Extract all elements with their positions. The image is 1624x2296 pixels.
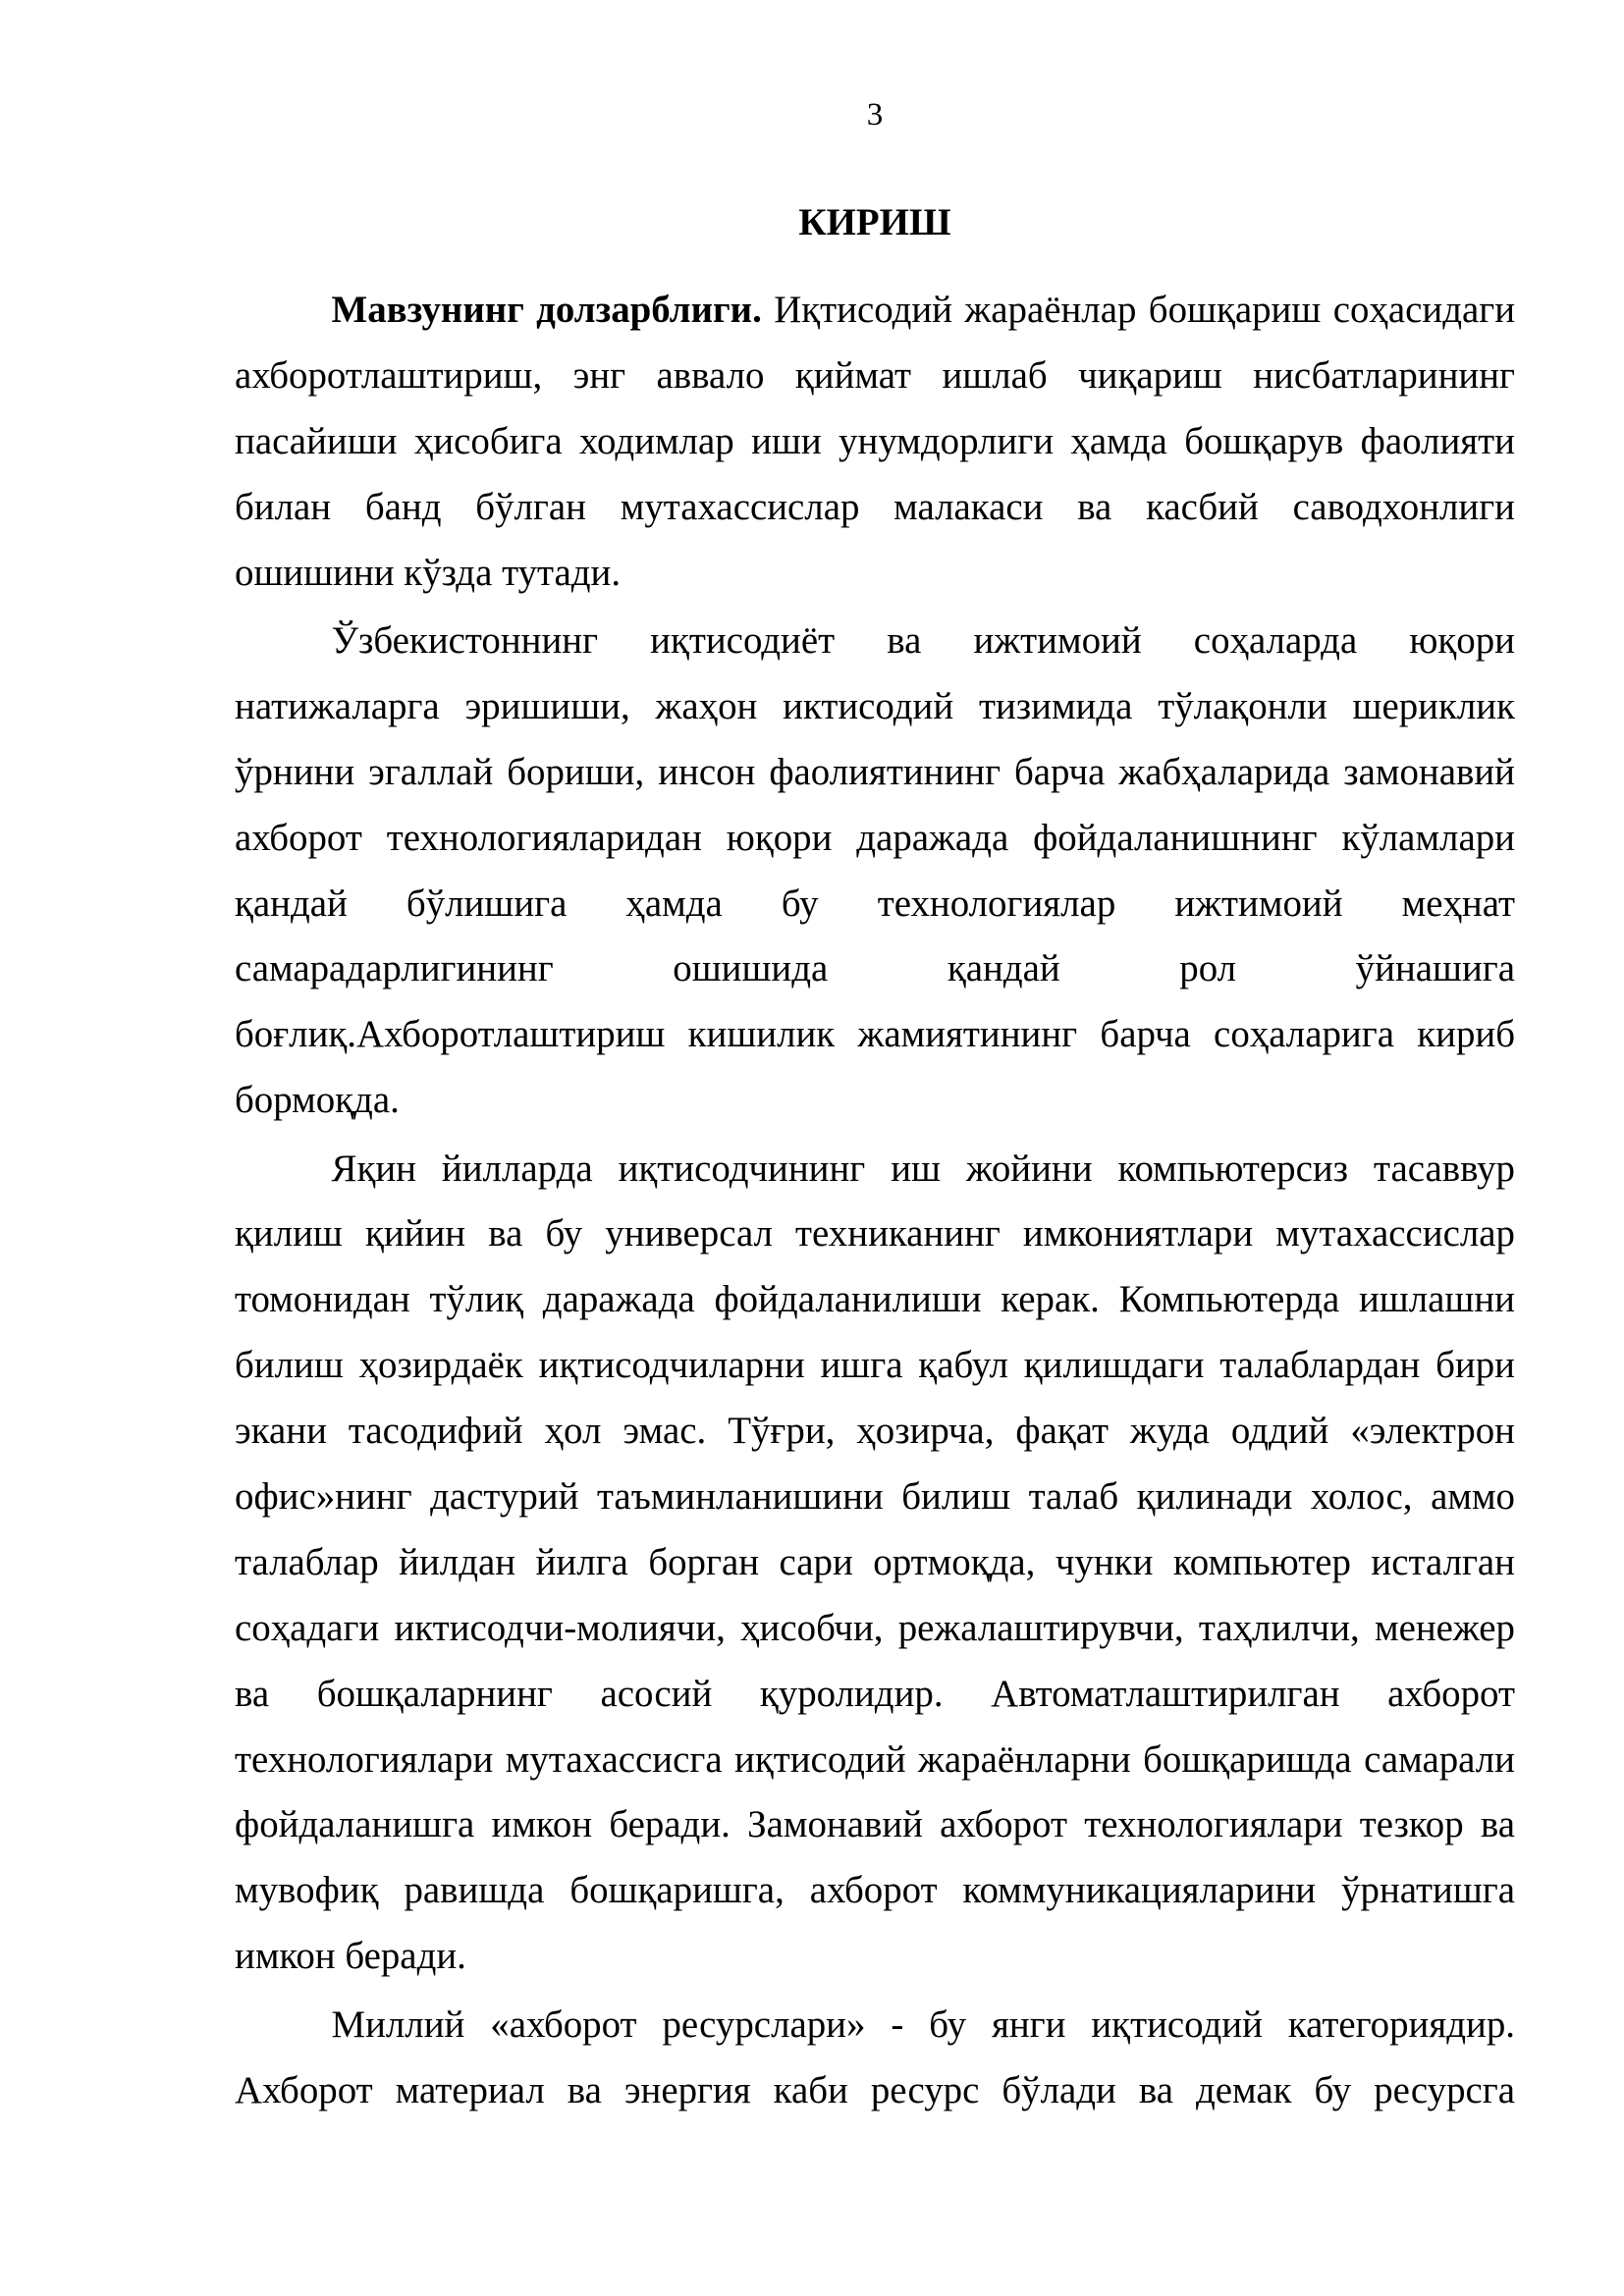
text-line: бормоқда.: [235, 1079, 400, 1122]
text-line: пасайиши ҳисобига ходимлар иши унумдорлиги ҳамда бошқарув фаолияти: [235, 419, 1515, 462]
text-line: Ахборот материал ва энергия каби ресурс бўлади ва демак бу ресурсга: [235, 2068, 1515, 2111]
text-line: ахборот технологияларидан юқори даражада фойдаланишнинг кўламлари: [235, 816, 1515, 859]
text-line: [235, 278, 1515, 344]
paragraph-relevance: [235, 278, 1515, 606]
text-line-content: Иқтисодий жараёнлар бошқариш соҳасидаги: [774, 289, 1516, 331]
text-line: томонидан тўлиқ даражада фойдаланилиши керак. Компьютерда ишлашни: [235, 1278, 1515, 1321]
text-line: билан банд бўлган мутахассислар малакаси ва касбий саводхонлиги: [235, 485, 1515, 528]
paragraph: [235, 1993, 1515, 2124]
text-line: қилиш қийин ва бу универсал техниканинг имкониятлари мутахассислар: [235, 1212, 1515, 1255]
paragraph: [235, 1137, 1515, 1991]
text-line: Яқин йилларда иқтисодчининг иш жойини компьютерсиз тасаввур: [331, 1147, 1515, 1190]
text-line: натижаларга эришиши, жаҳон иктисодий тизимида тўлақонли шериклик: [235, 684, 1515, 727]
text-line: фойдаланишга имкон беради. Замонавий ахборот технологиялари тезкор ва: [235, 1803, 1515, 1846]
page-number: 3: [866, 97, 884, 133]
text-line: ва бошқаларнинг асосий қуролидир. Автоматлаштирилган ахборот: [235, 1672, 1515, 1715]
section-heading: КИРИШ: [798, 201, 951, 243]
text-line: ўрнини эгаллай бориши, инсон фаолиятининг барча жабҳаларида замонавий: [235, 750, 1515, 793]
text-line: билиш ҳозирдаёк иқтисодчиларни ишга қабул қилишдаги талаблардан бири: [235, 1344, 1515, 1387]
text-line: имкон беради.: [235, 1935, 466, 1978]
text-line: қандай бўлишига ҳамда бу технологиялар ижтимоий меҳнат: [235, 881, 1515, 925]
text-line: самарадарлигининг ошишида қандай рол ўйнашига: [235, 947, 1515, 990]
text-line: мувофиқ равишда бошқаришга, ахборот коммуникацияларини ўрнатишга: [235, 1869, 1515, 1912]
text-line: экани тасодифий ҳол эмас. Тўғри, ҳозирча, фақат жуда оддий «электрон: [235, 1410, 1515, 1453]
paragraph-lead: Мавзунинг долзарблиги.: [331, 289, 762, 331]
text-line: ахборотлаштириш, энг аввало қиймат ишлаб чиқариш нисбатларининг: [235, 353, 1515, 397]
text-line: офис»нинг дастурий таъминланишини билиш талаб қилинади холос, аммо: [235, 1475, 1515, 1519]
text-line: соҳадаги иктисодчи-молиячи, ҳисобчи, режалаштирувчи, таҳлилчи, менежер: [235, 1606, 1515, 1649]
paragraph: [235, 609, 1515, 1134]
text-line: ошишини кўзда тутади.: [235, 551, 622, 594]
text-line: технологиялари мутахассисга иқтисодий жараёнларни бошқаришда самарали: [235, 1737, 1515, 1781]
text-line: боғлиқ.Ахборотлаштириш кишилик жамиятининг барча соҳаларига кириб: [235, 1013, 1515, 1056]
body-text: [235, 278, 1515, 2126]
text-line: Ўзбекистоннинг иқтисодиёт ва ижтимоий соҳаларда юқори: [331, 618, 1515, 662]
text-line: Миллий «ахборот ресурслари» - бу янги иқтисодий категориядир.: [331, 2002, 1515, 2046]
text-line: талаблар йилдан йилга борган сари ортмоқда, чунки компьютер исталган: [235, 1540, 1515, 1583]
